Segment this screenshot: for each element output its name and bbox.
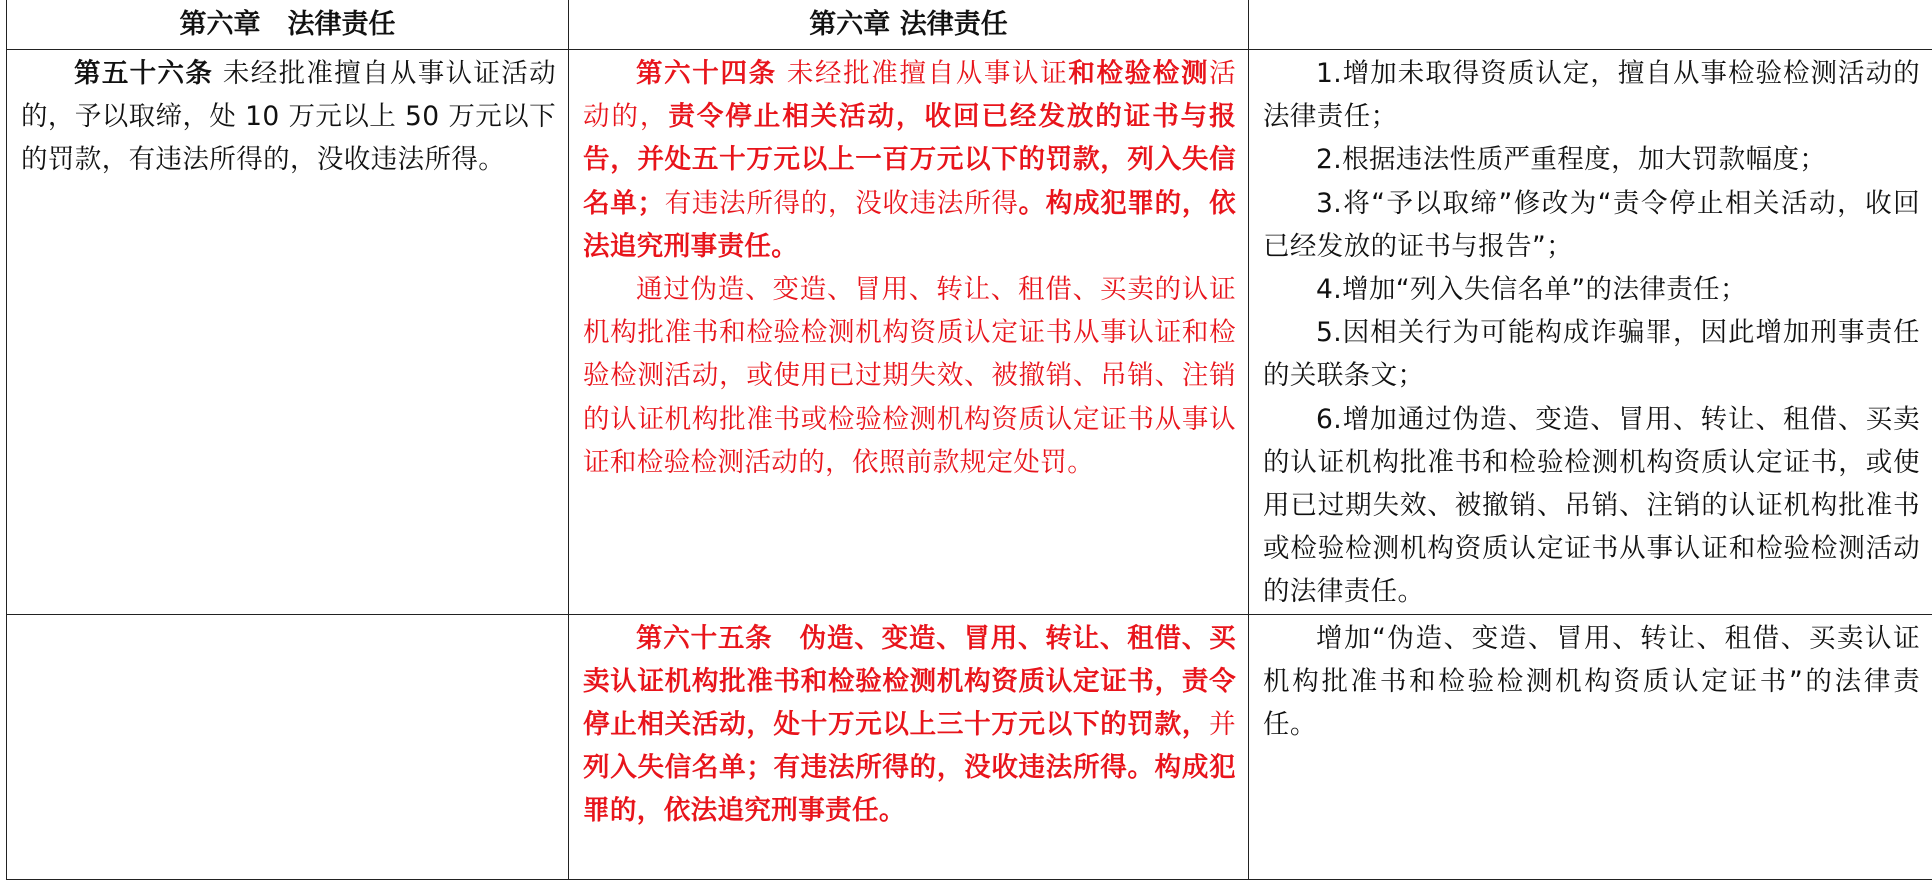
- original-article-cell-empty: [7, 614, 569, 879]
- revision-note: 4.增加“列入失信名单”的法律责任；: [1316, 274, 1747, 306]
- revised-article-64-para1: [583, 52, 1236, 268]
- article-text-added: 伪造、变造、冒用、转让、租借、买卖认证机构批准书和检验检测机构资质认定证书，责令停止相关活动，处十万元以上三十万元以下的罚款，: [583, 622, 1236, 741]
- revision-note: 增加“伪造、变造、冒用、转让、租借、买卖认证机构批准书和检验检测机构资质认定证书”的法律责任。: [1263, 622, 1920, 741]
- revision-notes-cell: [1249, 614, 1932, 879]
- header-original-chapter: 第六章 法律责任: [7, 1, 569, 50]
- revision-notes-cell: [1249, 50, 1932, 615]
- article-text-segment: 并: [1209, 709, 1236, 741]
- table-row: [7, 50, 1932, 615]
- article-text-segment: 未经批准擅自从事认证: [776, 58, 1069, 89]
- article-text-added: 责令停止相关活动，收回已经发放的证书与报告，并处五十万元以上一百万元以下的罚款，列入失信名单；: [583, 101, 1237, 219]
- law-comparison-table: [6, 0, 1932, 880]
- revised-article-cell: [569, 50, 1249, 615]
- table-header-row: [7, 1, 1932, 50]
- article-number: 第六十四条: [636, 58, 777, 89]
- revision-note: 1.增加未取得资质认定，擅自从事检验检测活动的法律责任；: [1263, 58, 1920, 133]
- original-article-56: [21, 52, 556, 182]
- revised-article-64-para2: 通过伪造、变造、冒用、转让、租借、买卖的认证机构批准书和检验检测机构资质认定证书从事认证和检验检测活动，或使用已过期失效、被撤销、吊销、注销的认证机构批准书或检验检测机构资质认定证书从事认证和检验检测活动的，依照前款规定处罚。: [583, 274, 1236, 478]
- original-article-cell: [7, 50, 569, 615]
- revision-note: 6.增加通过伪造、变造、冒用、转让、租借、买卖的认证机构批准书和检验检测机构资质认定证书，或使用已过期失效、被撤销、吊销、注销的认证机构批准书或检验检测机构资质认定证书从事认证和检验检测活动的法律责任。: [1263, 403, 1920, 608]
- article-number: 第五十六条: [74, 58, 214, 89]
- revision-note: 5.因相关行为可能构成诈骗罪，因此增加刑事责任的关联条文；: [1263, 317, 1920, 392]
- article-text: 未经批准擅自从事认证活动的，予以取缔，处 10 万元以上 50 万元以下的罚款，有违法所得的，没收违法所得。: [21, 58, 557, 176]
- revised-article-cell: [569, 614, 1249, 879]
- revision-note: 2.根据违法性质严重程度，加大罚款幅度；: [1316, 144, 1827, 176]
- header-revised-chapter: 第六章 法律责任: [569, 1, 1249, 50]
- comparison-page: [6, 0, 1932, 887]
- article-text-added: 列入失信名单；有违法所得的，没收违法所得。构成犯罪的，依法追究刑事责任。: [583, 752, 1236, 827]
- article-text-segment: 有违法所得的，没收违法所得: [664, 187, 1019, 219]
- revision-note: 3.将“予以取缔”修改为“责令停止相关活动，收回已经发放的证书与报告”；: [1263, 187, 1920, 262]
- revised-article-65: [583, 617, 1236, 833]
- article-text-segment: 活动的，: [583, 58, 1237, 133]
- table-row: [7, 614, 1932, 879]
- article-text-added: 。构成犯罪的，依法追究刑事责任。: [583, 187, 1236, 262]
- header-notes: [1249, 1, 1932, 50]
- article-number: 第六十五条: [636, 622, 773, 654]
- article-text-added: 和检验检测: [1068, 58, 1210, 89]
